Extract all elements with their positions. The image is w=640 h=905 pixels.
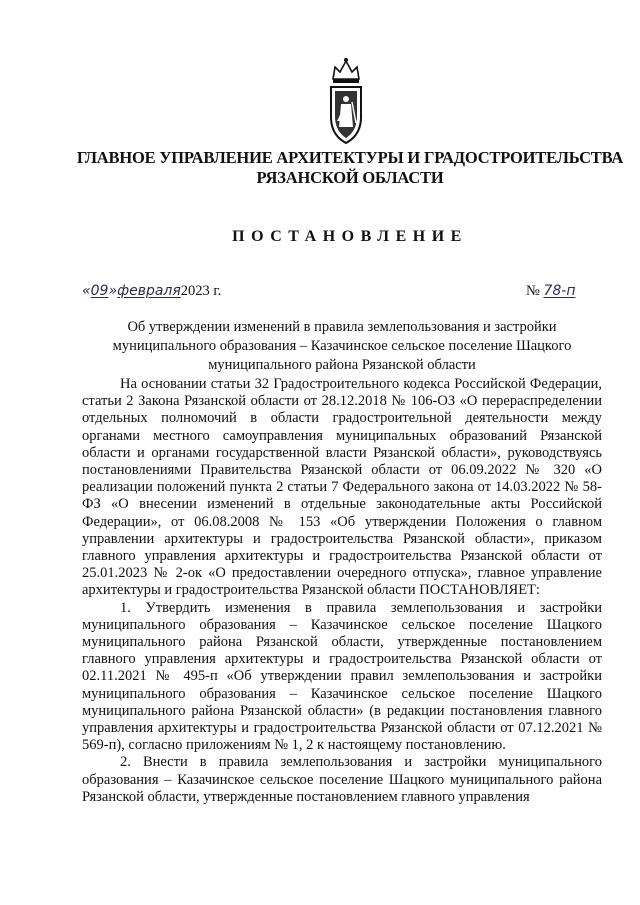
subject-line: муниципального района Рязанской области (208, 357, 476, 373)
organization-title-line2: РЯЗАНСКОЙ ОБЛАСТИ (256, 168, 444, 187)
ryazan-coat-of-arms-icon (325, 55, 367, 147)
date-open-quote: « (82, 283, 91, 299)
number-value: 78-п (543, 283, 576, 299)
subject-line: муниципального образования – Казачинское сельское поселение Шацкого (112, 338, 572, 354)
date-day: 09 (90, 283, 109, 299)
organization-title-line1: ГЛАВНОЕ УПРАВЛЕНИЕ АРХИТЕКТУРЫ И ГРАДОСТРОИТЕЛЬСТВА (76, 148, 624, 167)
date-year: 2023 г. (180, 283, 222, 299)
preamble-paragraph: На основании статьи 32 Градостроительного кодекса Российской Федерации, статьи 2 Закона Рязанской области от 28.12.2018 № 106-ОЗ «О перераспределении отдельных полномочий в области градостроительной деятельности между органами местного самоуправления муниципальных образований Рязанской области и органами государственной власти Рязанской области», руководствуясь постановлениями Правительства Рязанской области от 06.09.2022 № 320 «О реализации положений пункта 2 статьи 7 Федерального закона от 14.03.2022 № 58-ФЗ «О внесении изменений в отдельные законодательные акты Российской Федерации», от 06.08.2008 № 153 «Об утверждении Положения о главном управлении архитектуры и градостроительства Рязанской области», приказом главного управления архитектуры и градостроительства Рязанской области от 25.01.2023 № 2-ок «О предоставлении очередного отпуска», главное управление архитектуры и градостроительства Рязанской области ПОСТАНОВЛЯЕТ: (82, 376, 602, 599)
document-body (82, 376, 602, 806)
document-type-heading: ПОСТАНОВЛЕНИЕ (232, 228, 468, 245)
date-month: февраля (117, 283, 181, 299)
resolution-item-1: 1. Утвердить изменения в правила землепользования и застройки муниципального образования – Казачинское сельское поселение Шацкого муниципального района Рязанской области, утвержденные постановлением главного управления архитектуры и градостроительства Рязанской области от 02.11.2021 № 495-п «Об утверждении правил землепользования и застройки муниципального образования – Казачинское сельское поселение Шацкого муниципального района Рязанской области» (в редакции постановления главного управления архитектуры и градостроительства Рязанской области от 07.12.2021 № 569-п), согласно приложениям № 1, 2 к настоящему постановлению. (82, 599, 602, 754)
document-subject (92, 318, 592, 375)
resolution-item-2: 2. Внести в правила землепользования и застройки муниципального образования – Казачинское сельское поселение Шацкого муниципального района Рязанской области, утвержденные постановлением главного управления (82, 754, 602, 805)
date-close-quote: » (108, 283, 118, 299)
subject-line: Об утверждении изменений в правила землепользования и застройки (127, 319, 557, 335)
document-date (82, 283, 221, 300)
number-prefix: № (526, 283, 540, 299)
document-number (526, 283, 576, 300)
